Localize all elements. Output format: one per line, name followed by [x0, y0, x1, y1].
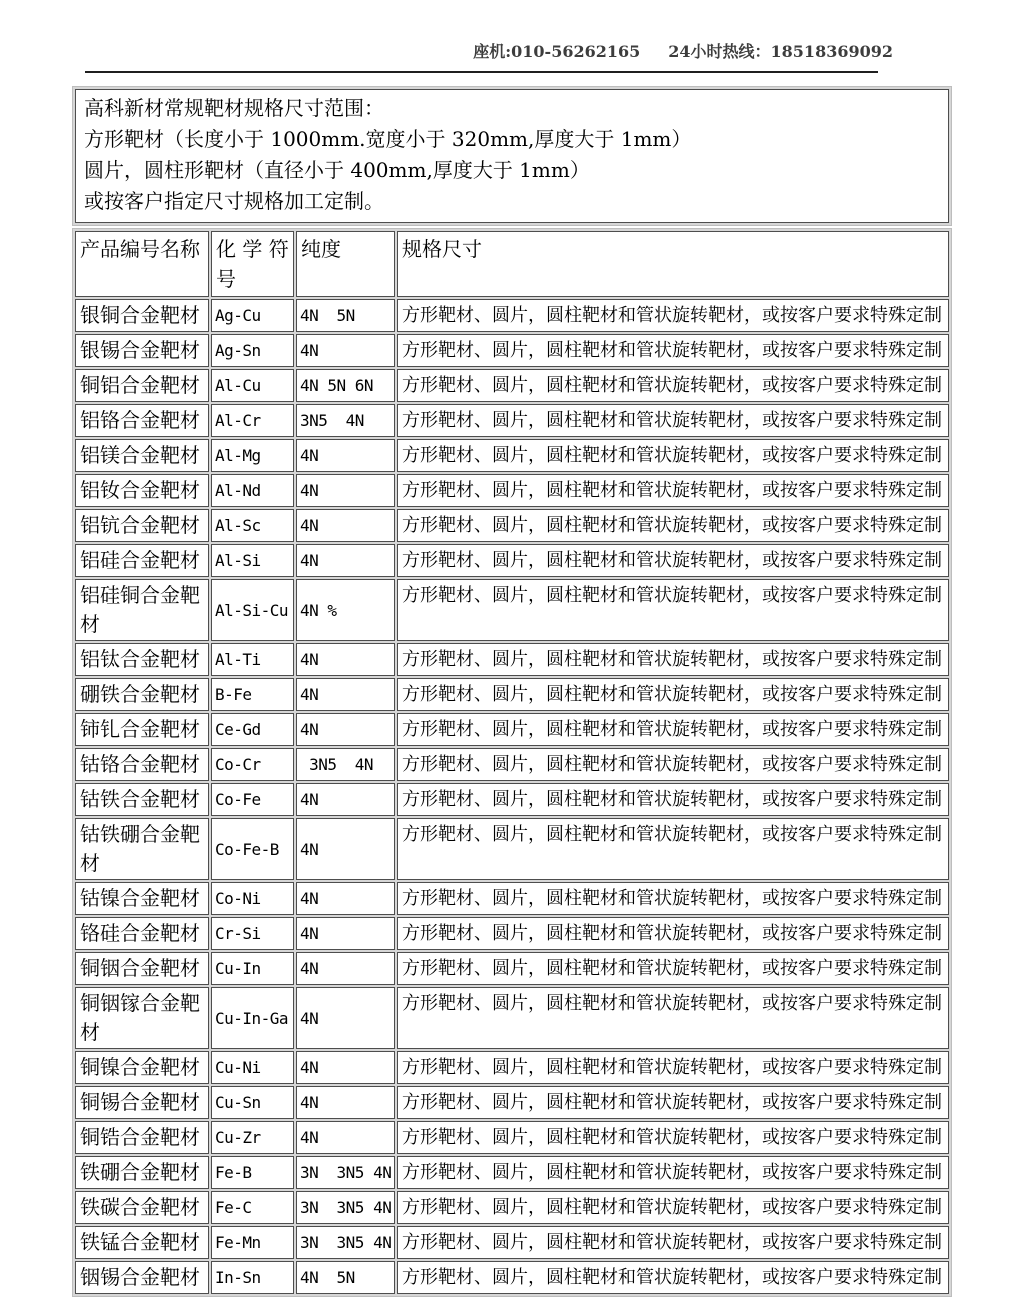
spec-size-cell: 方形靶材、圆片，圆柱靶材和管状旋转靶材，或按客户要求特殊定制	[397, 1086, 949, 1119]
table-row	[75, 1121, 949, 1154]
chemical-symbol-cell: Cu-Ni	[211, 1051, 294, 1084]
product-name-cell: 铬硅合金靶材	[75, 917, 209, 950]
table-row	[75, 404, 949, 437]
purity-cell: 4N	[296, 439, 395, 472]
table-row	[75, 369, 949, 402]
chemical-symbol-cell: Al-Mg	[211, 439, 294, 472]
purity-cell: 4N 5N 6N	[296, 369, 395, 402]
chemical-symbol-cell: Al-Ti	[211, 643, 294, 676]
spec-size-cell: 方形靶材、圆片，圆柱靶材和管状旋转靶材，或按客户要求特殊定制	[397, 474, 949, 507]
table-row	[75, 299, 949, 332]
product-name-cell: 铝钪合金靶材	[75, 509, 209, 542]
product-name-cell: 铝镁合金靶材	[75, 439, 209, 472]
chemical-symbol-cell: Al-Sc	[211, 509, 294, 542]
table-row	[75, 579, 949, 641]
intro-line-custom: 或按客户指定尺寸规格加工定制。	[84, 189, 384, 213]
purity-cell: 4N	[296, 783, 395, 816]
product-name-cell: 铜铟镓合金靶材	[75, 987, 209, 1049]
purity-cell: 3N 3N5 4N	[296, 1156, 395, 1189]
chemical-symbol-cell: Ce-Gd	[211, 713, 294, 746]
spec-size-cell: 方形靶材、圆片，圆柱靶材和管状旋转靶材，或按客户要求特殊定制	[397, 1261, 949, 1294]
spec-size-cell: 方形靶材、圆片，圆柱靶材和管状旋转靶材，或按客户要求特殊定制	[397, 334, 949, 367]
product-name-cell: 硼铁合金靶材	[75, 678, 209, 711]
chemical-symbol-cell: Fe-B	[211, 1156, 294, 1189]
spec-size-cell: 方形靶材、圆片，圆柱靶材和管状旋转靶材，或按客户要求特殊定制	[397, 299, 949, 332]
spec-size-cell: 方形靶材、圆片，圆柱靶材和管状旋转靶材，或按客户要求特殊定制	[397, 643, 949, 676]
table-header-row	[75, 231, 949, 297]
product-name-cell: 银锡合金靶材	[75, 334, 209, 367]
chemical-symbol-cell: Al-Si-Cu	[211, 579, 294, 641]
product-name-cell: 铁硼合金靶材	[75, 1156, 209, 1189]
table-row	[75, 1226, 949, 1259]
spec-size-cell: 方形靶材、圆片，圆柱靶材和管状旋转靶材，或按客户要求特殊定制	[397, 579, 949, 641]
col-header-product-name: 产品编号名称	[75, 231, 209, 297]
chemical-symbol-cell: Co-Ni	[211, 882, 294, 915]
purity-cell: 4N	[296, 713, 395, 746]
product-name-cell: 铈钆合金靶材	[75, 713, 209, 746]
purity-cell: 3N5 4N	[296, 404, 395, 437]
col-header-spec-size: 规格尺寸	[397, 231, 949, 297]
product-name-cell: 铟锡合金靶材	[75, 1261, 209, 1294]
chemical-symbol-cell: Co-Fe-B	[211, 818, 294, 880]
intro-line-title: 高科新材常规靶材规格尺寸范围：	[84, 96, 384, 120]
purity-cell: 4N	[296, 678, 395, 711]
chemical-symbol-cell: Cu-Sn	[211, 1086, 294, 1119]
table-row	[75, 818, 949, 880]
spec-size-cell: 方形靶材、圆片，圆柱靶材和管状旋转靶材，或按客户要求特殊定制	[397, 1121, 949, 1154]
product-name-cell: 铜镍合金靶材	[75, 1051, 209, 1084]
chemical-symbol-cell: Ag-Cu	[211, 299, 294, 332]
spec-size-cell: 方形靶材、圆片，圆柱靶材和管状旋转靶材，或按客户要求特殊定制	[397, 678, 949, 711]
product-name-cell: 钴镍合金靶材	[75, 882, 209, 915]
purity-cell: 4N	[296, 544, 395, 577]
table-row	[75, 952, 949, 985]
table-row	[75, 882, 949, 915]
spec-size-cell: 方形靶材、圆片，圆柱靶材和管状旋转靶材，或按客户要求特殊定制	[397, 1156, 949, 1189]
intro-line-round-target: 圆片，圆柱形靶材（直径小于 400mm,厚度大于 1mm）	[84, 158, 590, 182]
intro-line-square-target: 方形靶材（长度小于 1000mm.宽度小于 320mm,厚度大于 1mm）	[84, 127, 692, 151]
purity-cell: 4N	[296, 952, 395, 985]
spec-size-cell: 方形靶材、圆片，圆柱靶材和管状旋转靶材，或按客户要求特殊定制	[397, 748, 949, 781]
spec-size-cell: 方形靶材、圆片，圆柱靶材和管状旋转靶材，或按客户要求特殊定制	[397, 404, 949, 437]
purity-cell: 4N 5N	[296, 1261, 395, 1294]
purity-cell: 4N	[296, 987, 395, 1049]
product-name-cell: 钴铬合金靶材	[75, 748, 209, 781]
chemical-symbol-cell: Fe-Mn	[211, 1226, 294, 1259]
table-row	[75, 334, 949, 367]
purity-cell: 4N	[296, 917, 395, 950]
table-row	[75, 1261, 949, 1294]
purity-cell: 3N 3N5 4N	[296, 1191, 395, 1224]
table-row	[75, 917, 949, 950]
product-name-cell: 铝硅合金靶材	[75, 544, 209, 577]
chemical-symbol-cell: B-Fe	[211, 678, 294, 711]
chemical-symbol-cell: Al-Cr	[211, 404, 294, 437]
product-name-cell: 铜锡合金靶材	[75, 1086, 209, 1119]
chemical-symbol-cell: In-Sn	[211, 1261, 294, 1294]
chemical-symbol-cell: Fe-C	[211, 1191, 294, 1224]
product-spec-table	[72, 228, 952, 1297]
intro-text-block	[75, 89, 949, 223]
table-row	[75, 1051, 949, 1084]
product-name-cell: 铜铟合金靶材	[75, 952, 209, 985]
purity-cell: 3N5 4N	[296, 748, 395, 781]
spec-size-cell: 方形靶材、圆片，圆柱靶材和管状旋转靶材，或按客户要求特殊定制	[397, 1226, 949, 1259]
spec-size-cell: 方形靶材、圆片，圆柱靶材和管状旋转靶材，或按客户要求特殊定制	[397, 1191, 949, 1224]
spec-size-cell: 方形靶材、圆片，圆柱靶材和管状旋转靶材，或按客户要求特殊定制	[397, 439, 949, 472]
chemical-symbol-cell: Cu-In	[211, 952, 294, 985]
chemical-symbol-cell: Cu-Zr	[211, 1121, 294, 1154]
spec-size-cell: 方形靶材、圆片，圆柱靶材和管状旋转靶材，或按客户要求特殊定制	[397, 544, 949, 577]
product-name-cell: 铁碳合金靶材	[75, 1191, 209, 1224]
chemical-symbol-cell: Co-Fe	[211, 783, 294, 816]
header-divider	[85, 71, 878, 73]
col-header-purity: 纯度	[296, 231, 395, 297]
purity-cell: 3N 3N5 4N	[296, 1226, 395, 1259]
table-row	[75, 509, 949, 542]
spec-size-cell: 方形靶材、圆片，圆柱靶材和管状旋转靶材，或按客户要求特殊定制	[397, 369, 949, 402]
purity-cell: 4N	[296, 509, 395, 542]
product-name-cell: 铝钕合金靶材	[75, 474, 209, 507]
product-name-cell: 银铜合金靶材	[75, 299, 209, 332]
product-name-cell: 铝铬合金靶材	[75, 404, 209, 437]
purity-cell: 4N	[296, 334, 395, 367]
purity-cell: 4N	[296, 818, 395, 880]
col-header-chemical-symbol: 化 学 符号	[211, 231, 294, 297]
table-row	[75, 783, 949, 816]
table-row	[75, 1086, 949, 1119]
purity-cell: 4N	[296, 643, 395, 676]
spec-size-cell: 方形靶材、圆片，圆柱靶材和管状旋转靶材，或按客户要求特殊定制	[397, 713, 949, 746]
hotline-phone: 24小时热线：18518369092	[668, 42, 893, 61]
product-name-cell: 钴铁合金靶材	[75, 783, 209, 816]
purity-cell: 4N	[296, 1051, 395, 1084]
landline-phone: 座机:010-56262165	[473, 42, 641, 61]
product-name-cell: 铝硅铜合金靶材	[75, 579, 209, 641]
chemical-symbol-cell: Co-Cr	[211, 748, 294, 781]
chemical-symbol-cell: Al-Nd	[211, 474, 294, 507]
table-row	[75, 713, 949, 746]
table-row	[75, 1191, 949, 1224]
table-row	[75, 748, 949, 781]
chemical-symbol-cell: Cr-Si	[211, 917, 294, 950]
purity-cell: 4N 5N	[296, 299, 395, 332]
spec-size-cell: 方形靶材、圆片，圆柱靶材和管状旋转靶材，或按客户要求特殊定制	[397, 818, 949, 880]
chemical-symbol-cell: Cu-In-Ga	[211, 987, 294, 1049]
table-row	[75, 1156, 949, 1189]
contact-header	[0, 20, 1024, 62]
product-name-cell: 铝钛合金靶材	[75, 643, 209, 676]
table-row	[75, 474, 949, 507]
product-name-cell: 钴铁硼合金靶材	[75, 818, 209, 880]
intro-box	[72, 86, 952, 226]
spec-size-cell: 方形靶材、圆片，圆柱靶材和管状旋转靶材，或按客户要求特殊定制	[397, 509, 949, 542]
chemical-symbol-cell: Al-Si	[211, 544, 294, 577]
table-row	[75, 439, 949, 472]
spec-size-cell: 方形靶材、圆片，圆柱靶材和管状旋转靶材，或按客户要求特殊定制	[397, 783, 949, 816]
product-name-cell: 铜铝合金靶材	[75, 369, 209, 402]
purity-cell: 4N	[296, 1121, 395, 1154]
purity-cell: 4N	[296, 1086, 395, 1119]
purity-cell: 4N	[296, 474, 395, 507]
purity-cell: 4N %	[296, 579, 395, 641]
table-row	[75, 678, 949, 711]
product-name-cell: 铜锆合金靶材	[75, 1121, 209, 1154]
spec-size-cell: 方形靶材、圆片，圆柱靶材和管状旋转靶材，或按客户要求特殊定制	[397, 1051, 949, 1084]
product-name-cell: 铁锰合金靶材	[75, 1226, 209, 1259]
table-row	[75, 544, 949, 577]
purity-cell: 4N	[296, 882, 395, 915]
chemical-symbol-cell: Al-Cu	[211, 369, 294, 402]
table-row	[75, 987, 949, 1049]
table-row	[75, 643, 949, 676]
chemical-symbol-cell: Ag-Sn	[211, 334, 294, 367]
spec-size-cell: 方形靶材、圆片，圆柱靶材和管状旋转靶材，或按客户要求特殊定制	[397, 952, 949, 985]
spec-size-cell: 方形靶材、圆片，圆柱靶材和管状旋转靶材，或按客户要求特殊定制	[397, 882, 949, 915]
spec-size-cell: 方形靶材、圆片，圆柱靶材和管状旋转靶材，或按客户要求特殊定制	[397, 987, 949, 1049]
spec-size-cell: 方形靶材、圆片，圆柱靶材和管状旋转靶材，或按客户要求特殊定制	[397, 917, 949, 950]
